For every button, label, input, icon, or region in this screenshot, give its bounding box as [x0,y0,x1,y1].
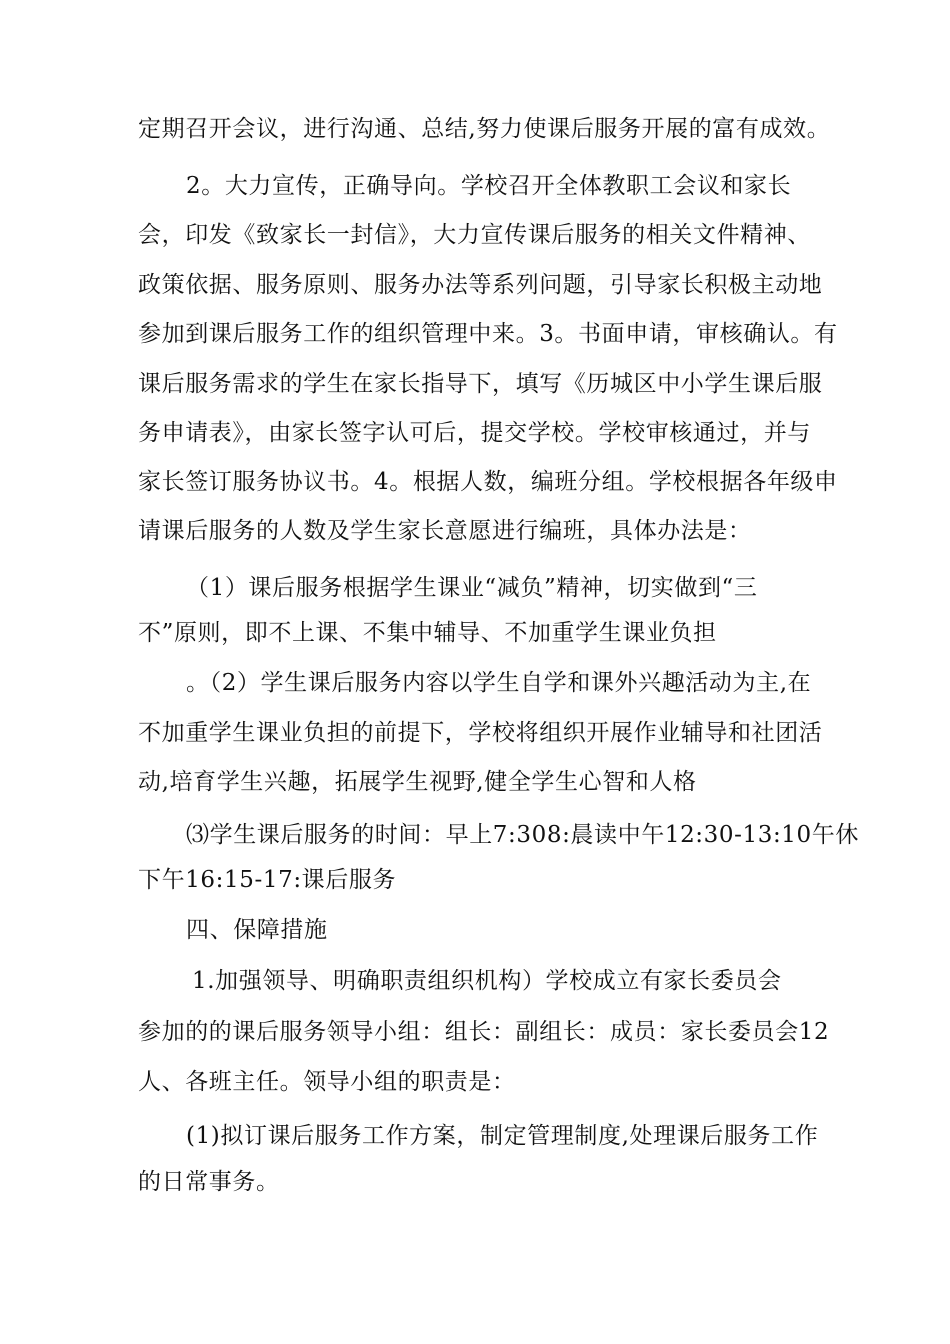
text-line: 2。大力宣传，正确导向。学校召开全体教职工会议和家长 [186,173,792,199]
text-line: 务申请表》，由家长签字认可后，提交学校。学校审核通过，并与 [138,420,811,446]
text-line: 家长签订服务协议书。4。根据人数，编班分组。学校根据各年级申 [138,469,838,495]
text-line: 下午16:15-17:课后服务 [138,867,397,893]
text-line: （1）课后服务根据学生课业“减负”精神，切实做到“三 [186,575,758,601]
text-line: 。（2）学生课后服务内容以学生自学和课外兴趣活动为主,在 [186,670,812,696]
text-line: ⑶学生课后服务的时间：早上7:308:晨读中午12:30-13:10午休 [186,822,859,848]
text-line: 课后服务需求的学生在家长指导下，填写《历城区中小学生课后服 [138,371,823,397]
text-line: 会，印发《致家长一封信》，大力宣传课后服务的相关文件精神、 [138,222,811,248]
text-line: 不”原则，即不上课、不集中辅导、不加重学生课业负担 [138,620,717,646]
text-line: 政策依据、服务原则、服务办法等系列问题，引导家长积极主动地 [138,272,823,298]
text-line: 定期召开会议，进行沟通、总结,努力使课后服务开展的富有成效。 [138,116,831,142]
text-line: 请课后服务的人数及学生家长意愿进行编班，具体办法是： [138,518,752,544]
text-line: 动,培育学生兴趣，拓展学生视野,健全学生心智和人格 [138,769,697,795]
text-line: 人、各班主任。领导小组的职责是： [138,1069,516,1095]
text-line: (1)拟订课后服务工作方案，制定管理制度,处理课后服务工作 [186,1123,819,1149]
text-line: 的日常事务。 [138,1169,280,1195]
text-line: 参加到课后服务工作的组织管理中来。3。书面申请，审核确认。有 [138,321,838,347]
text-line: 不加重学生课业负担的前提下，学校将组织开展作业辅导和社团活 [138,720,823,746]
section-heading: 四、保障措施 [186,917,328,943]
text-line: 参加的的课后服务领导小组：组长：副组长：成员：家长委员会12 [138,1019,830,1045]
text-line: 1.加强领导、明确职责组织机构）学校成立有家长委员会 [192,968,782,994]
